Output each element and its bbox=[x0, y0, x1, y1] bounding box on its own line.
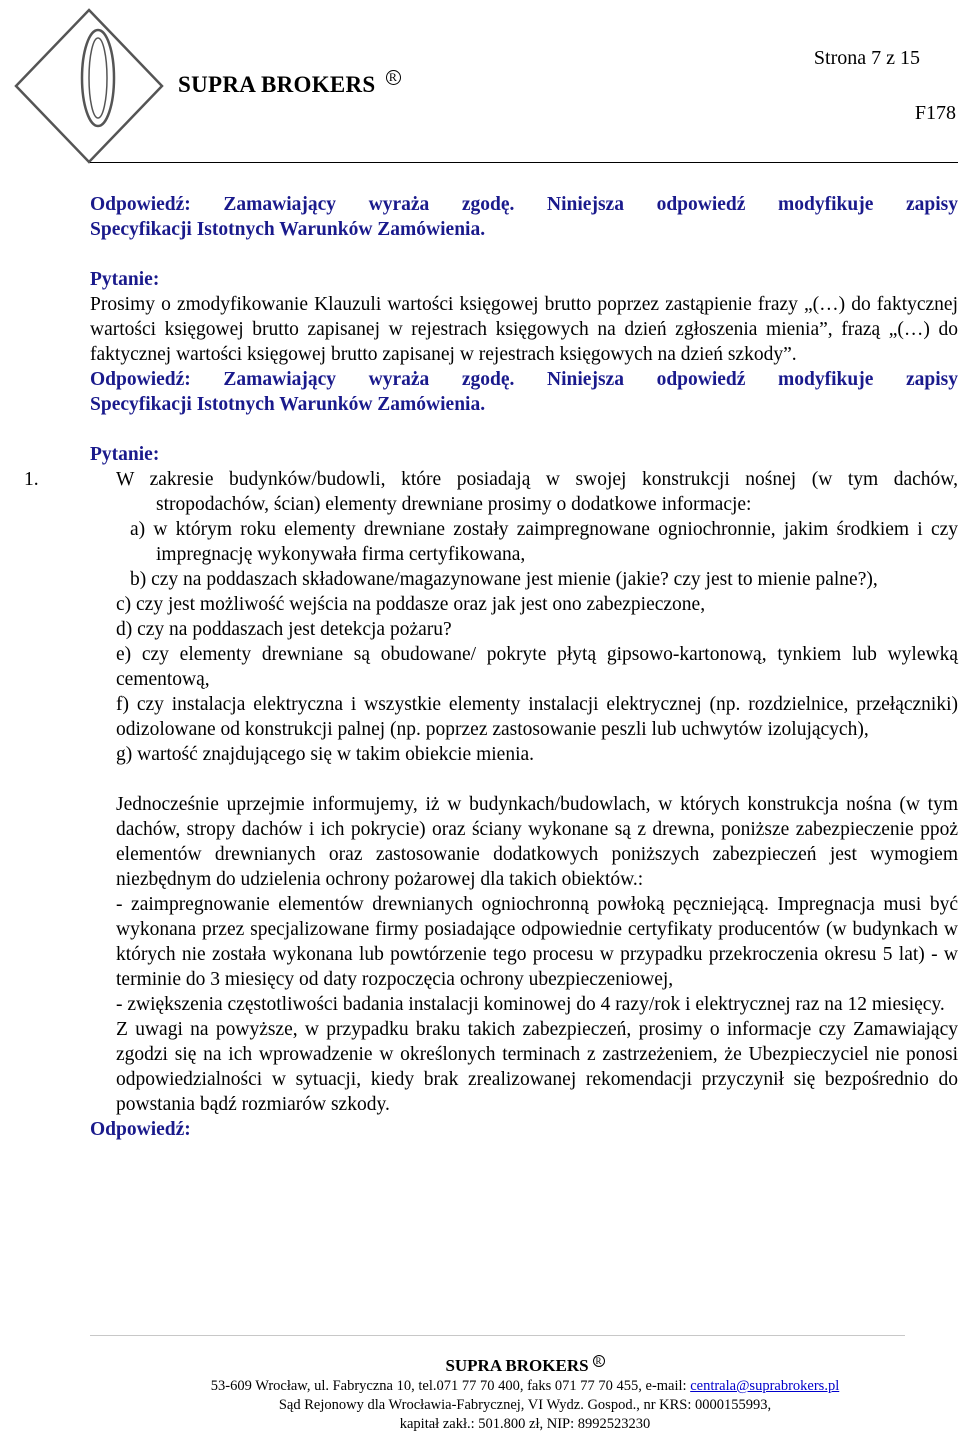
document-body bbox=[24, 192, 958, 1142]
form-code: F178 bbox=[914, 102, 956, 124]
list-item-d: d) czy na poddaszach jest detekcja pożaru? bbox=[116, 619, 452, 640]
header-brand-name: SUPRA BROKERS bbox=[178, 72, 376, 97]
paragraph-inspection: - zwiększenia częstotliwości badania instalacji kominowej do 4 razy/rok i elektrycznej raz na 12 miesięcy. bbox=[116, 994, 945, 1015]
footer-brand bbox=[90, 1355, 960, 1377]
list-item-e: e) czy elementy drewniane są obudowane/ pokryte płytą gipsowo-kartonową, tynkiem lub wylewką cementową, bbox=[116, 644, 958, 690]
header-brand bbox=[178, 72, 401, 98]
answer-1-line-2: Specyfikacji Istotnych Warunków Zamówienia. bbox=[90, 219, 486, 240]
list-item-c: c) czy jest możliwość wejścia na poddasze oraz jak jest ono zabezpieczone, bbox=[116, 594, 706, 615]
question-label: Pytanie: bbox=[90, 269, 160, 290]
paragraph-impregnation: - zaimpregnowanie elementów drewnianych ogniochronną powłoką pęczniejącą. Impregnacja musi być wykonana przez specjalizowane firmy posiadające odpowiednie certyfikaty producentów (w budynkach w których nie została wykonana lub powtórzenie tego procesu w przypadku przekroczenia okresu 5 lat) - w terminie do 3 miesięcy od daty rozpoczęcia ochrony ubezpieczeniowej, bbox=[116, 894, 958, 990]
paragraph-info: Jednocześnie uprzejmie informujemy, iż w budynkach/budowlach, w których konstrukcja nośna (w tym dachów, stropy dachów i ich pokrycie) oraz ściany wykonane są z drewna, poniższe zabezpieczenie ppoż elementów drewnianych oraz zastosowanie dodatkowych poniższych zabezpieczeń jest wymogiem niezbędnym do udzielenia ochrony pożarowej dla takich obiektów.: bbox=[116, 794, 958, 890]
footer-address-text: 53-609 Wrocław, ul. Fabryczna 10, tel.071 77 70 400, faks 071 77 70 455, e-mail: bbox=[210, 1378, 691, 1394]
question-2-text: Prosimy o zmodyfikowanie Klauzuli wartości księgowej brutto poprzez zastąpienie frazy „(…) do faktycznej wartości księgowej brutto zapisanej w rejestrach księgowych na dzień zgłoszenia mienia”, frazą „(…) do faktycznej wartości księgowej brutto zapisanej w rejestrach księgowych na dzień szkody”. bbox=[90, 294, 958, 365]
footer-brand-name: SUPRA BROKERS bbox=[445, 1356, 589, 1375]
header-divider bbox=[90, 162, 958, 163]
paragraph-request: Z uwagi na powyższe, w przypadku braku takich zabezpieczeń, prosimy o informacje czy Zamawiający zgodzi się na ich wprowadzenie w określonych terminach z zastrzeżeniem, że Ubezpieczyciel nie ponosi odpowiedzialności w sytuacji, kiedy brak zrealizowanej rekomendacji przyczynił się bezpośrednio do powstania bądź rozmiarów szkody. bbox=[116, 1019, 958, 1115]
question-label: Pytanie: bbox=[90, 444, 160, 465]
list-item-b: b) czy na poddaszach składowane/magazynowane jest mienie (jakie? czy jest to mienie palne?), bbox=[130, 569, 878, 590]
footer-capital: kapitał zakł.: 501.800 zł, NIP: 8992523230 bbox=[399, 1416, 651, 1432]
answer-2-line-2: Specyfikacji Istotnych Warunków Zamówienia. bbox=[90, 394, 486, 415]
page-footer bbox=[90, 1355, 960, 1434]
registered-mark-icon: R bbox=[593, 1355, 605, 1367]
page-number: Strona 7 z 15 bbox=[813, 47, 920, 69]
list-item-1 bbox=[24, 467, 958, 517]
footer-court: Sąd Rejonowy dla Wrocławia-Fabrycznej, VI Wydz. Gospod., nr KRS: 0000155993, bbox=[278, 1397, 772, 1413]
email-link[interactable]: centrala@suprabrokers.pl bbox=[690, 1378, 840, 1394]
answer-3-label: Odpowiedź: bbox=[90, 1119, 191, 1140]
company-logo bbox=[14, 8, 164, 164]
list-item-g: g) wartość znajdującego się w takim obiekcie mienia. bbox=[116, 744, 535, 765]
footer-address bbox=[90, 1377, 960, 1396]
answer-2-line-1: Odpowiedź: Zamawiający wyraża zgodę. Niniejsza odpowiedź modyfikuje zapisy bbox=[90, 369, 958, 390]
list-item-text: W zakresie budynków/budowli, które posiadają w swojej konstrukcji nośnej (w tym dachów, stropodachów, ścian) elementy drewniane prosimy o dodatkowe informacje: bbox=[116, 469, 958, 515]
registered-mark-icon: R bbox=[386, 70, 401, 85]
list-item-number: 1. bbox=[24, 469, 39, 490]
list-item-a: a) w którym roku elementy drewniane zostały zaimpregnowane ogniochronnie, jakim środkiem i czy impregnację wykonywała firma certyfikowana, bbox=[130, 519, 958, 565]
answer-1-line-1: Odpowiedź: Zamawiający wyraża zgodę. Niniejsza odpowiedź modyfikuje zapisy bbox=[90, 194, 958, 215]
list-item-f: f) czy instalacja elektryczna i wszystkie elementy instalacji elektrycznej (np. rozdzielnice, przełączniki) odizolowane od konstrukcji palnej (np. poprzez zastosowanie peszli lub uchwytów izolujących), bbox=[116, 694, 958, 740]
footer-divider bbox=[90, 1335, 905, 1336]
